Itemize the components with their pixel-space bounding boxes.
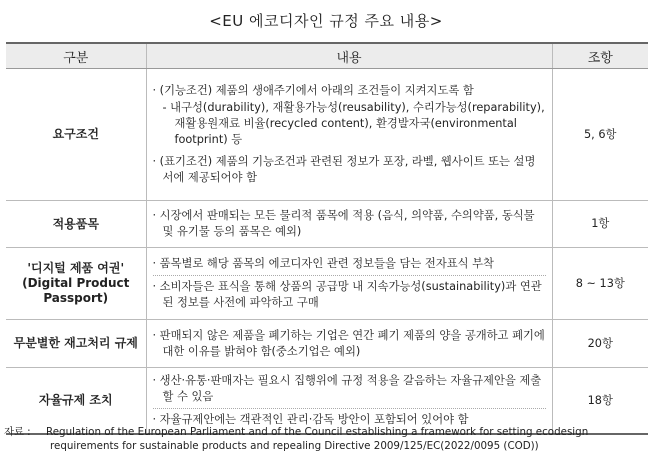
row-category: 자율규제 조치 [6, 368, 146, 435]
content-bullet: · 판매되지 않은 제품을 폐기하는 기업은 연간 폐기 제품의 양을 공개하고 폐기에 대한 이유를 밝혀야 함(중소기업은 예외) [152, 328, 545, 358]
row-category: 적용품목 [6, 201, 146, 248]
ecodesign-table [6, 42, 648, 435]
table-row [6, 320, 648, 368]
row-article: 18항 [552, 368, 648, 435]
table-row [6, 69, 648, 201]
row-content [146, 69, 552, 201]
row-category: 무분별한 재고처리 규제 [6, 320, 146, 368]
page-title: <EU 에코디자인 규정 주요 내용> [209, 12, 443, 30]
header-content: 내용 [146, 43, 552, 69]
content-bullet: · (기능조건) 제품의 생애주기에서 아래의 조건들이 지켜지도록 함 [152, 84, 474, 97]
content-bullet: · 자율규제안에는 객관적인 관리·감독 방안이 포함되어 있어야 함 [152, 413, 469, 426]
row-category: 요구조건 [6, 69, 146, 201]
source-line-2: requirements for sustainable products and repealing Directive 2009/125/EC(2022/0095 (COD)) [50, 440, 539, 452]
row-category: '디지털 제품 여권' (Digital Product Passport) [6, 248, 146, 320]
table-row [6, 201, 648, 248]
header-category: 구분 [6, 43, 146, 69]
content-sub-bullet: - 내구성(durability), 재활용가능성(reusability), 수리가능성(reparability), 재활용원재료 비율(recycled content), 환경발자국(environmental footprint) 등 [162, 101, 545, 146]
row-content [146, 320, 552, 368]
bullet-divider [153, 408, 546, 409]
row-article: 1항 [552, 201, 648, 248]
row-article: 5, 6항 [552, 69, 648, 201]
row-content [146, 201, 552, 248]
content-bullet: · 생산·유통·판매자는 필요시 집행위에 규정 적용을 갈음하는 자율규제안을 제출할 수 있음 [152, 374, 542, 403]
header-article: 조항 [552, 43, 648, 69]
content-bullet: · 소비자들은 표식을 통해 상품의 공급망 내 지속가능성(sustainability)과 연관된 정보를 사전에 파악하고 구매 [152, 280, 542, 309]
row-article: 8 ~ 13항 [552, 248, 648, 320]
table-row [6, 248, 648, 320]
row-content [146, 248, 552, 320]
content-bullet: · (표기조건) 제품의 기능조건과 관련된 정보가 포장, 라벨, 웹사이트 또는 설명서에 제공되어야 함 [152, 155, 536, 184]
bullet-divider [153, 275, 546, 276]
source-line-1: Regulation of the European Parliament and of the Council establishing a framework for setting ecodesign [46, 426, 589, 438]
source-note [4, 425, 648, 453]
table-header-row [6, 43, 648, 69]
content-bullet: · 품목별로 해당 품목의 에코디자인 관련 정보들을 담는 전자표식 부착 [152, 257, 494, 270]
content-bullet: · 시장에서 판매되는 모든 물리적 품목에 적용 (음식, 의약품, 수의약품, 동식물 및 유기물 등의 품목은 예외) [152, 209, 535, 238]
source-label: 자료 : [4, 426, 31, 438]
row-article: 20항 [552, 320, 648, 368]
